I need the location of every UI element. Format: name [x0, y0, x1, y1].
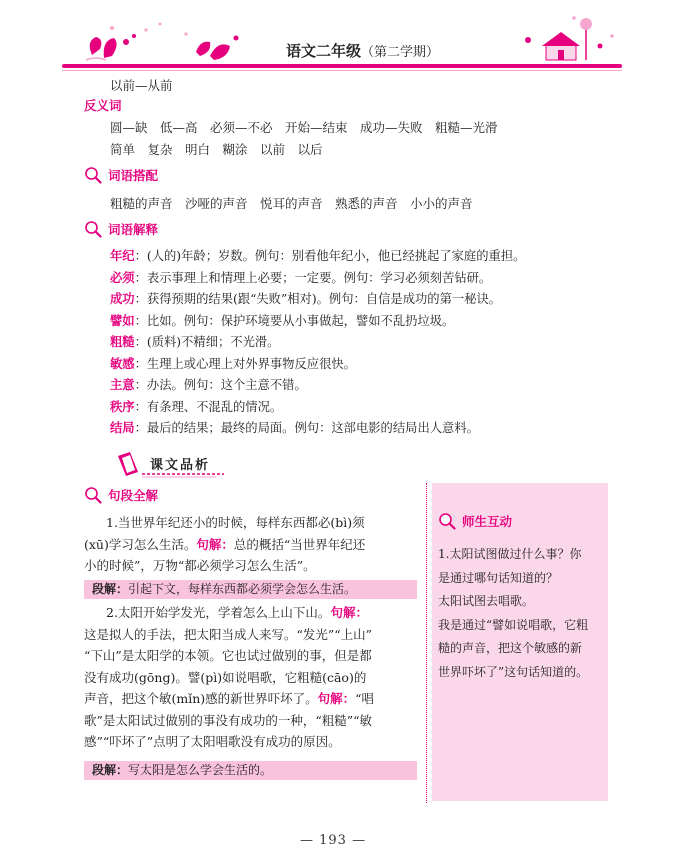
definition-item: 主意：办法。例句：这个主意不错。: [110, 377, 307, 392]
header-title: 语文二年级（第二学期）: [286, 42, 440, 60]
definition-item: 譬如：比如。例句：保护环境要从小事做起，譬如不乱扔垃圾。: [110, 312, 455, 328]
magnifier-icon: [84, 166, 102, 184]
interaction-content: 1.太阳试图做过什么事？你 是通过哪句话知道的？ 太阳试图去唱歌。 我是通过“譬如说唱歌，它粗 糙的声音，把这个敏感的新 世界吓坏了”这句话知道的。: [438, 547, 589, 679]
banner-title: 课文品析: [150, 458, 211, 473]
house-ornament-right-icon: [525, 16, 614, 60]
antonyms-row-2: 简单 复杂 明白 糊涂 以前 以后: [110, 142, 323, 157]
magnifier-icon: [438, 512, 456, 530]
antonyms-heading: 反义词: [84, 98, 122, 113]
magnifier-icon: [84, 486, 102, 504]
analysis-heading: 句段全解: [108, 488, 159, 503]
definitions-list: [110, 246, 525, 440]
paragraph-summary-1: 段解：引起下文，每样东西都必须学会怎么生活。: [84, 580, 417, 599]
collocation-section-head: [84, 166, 158, 184]
definition-item: 必须：表示事理上和情理上必要；一定要。例句：学习必须刻苦钻研。: [110, 269, 492, 285]
definition-item: 粗糙：(质料)不精细；不光滑。: [110, 334, 280, 349]
dots-ornament-left-icon: [86, 23, 188, 60]
column-divider: [426, 483, 427, 803]
interaction-heading: 师生互动: [462, 514, 513, 529]
synonym-line: 以前—从前: [110, 78, 173, 93]
paragraph-summary-2: 段解：写太阳是怎么学会生活的。: [84, 761, 417, 780]
flower-ornament-left-icon: [90, 34, 239, 60]
analysis-section-head: [84, 486, 158, 504]
header-rule-thin: [62, 70, 622, 71]
definition-item: 敏感：生理上或心理上对外界事物反应很快。: [110, 355, 356, 371]
collocation-row: 粗糙的声音 沙哑的声音 悦耳的声音 熟悉的声音 小小的声音: [110, 196, 473, 211]
antonyms-row-1: 圆—缺 低—高 必须—不必 开始—结束 成功—失败 粗糙—光滑: [110, 120, 498, 135]
analysis-paragraph-1: 1.当世界年纪还小的时候，每样东西都必(bì)须 (xū)学习怎么生活。句解：总的概括“当世界年纪还 小的时候”，万物“都必须学习怎么生活”。: [84, 515, 366, 573]
definitions-heading: 词语解释: [108, 222, 159, 237]
magnifier-icon: [84, 220, 102, 238]
interaction-section-head: [438, 512, 512, 530]
definition-item: 结局：最后的结果；最终的局面。例句：这部电影的结局出人意料。: [110, 420, 479, 435]
definition-item: 年纪：(人的)年龄；岁数。例句：别看他年纪小，他已经挑起了家庭的重担。: [110, 248, 526, 263]
definition-item: 成功：获得预期的结果(跟“失败”相对)。例句：自信是成功的第一秘诀。: [110, 291, 502, 306]
definitions-section-head: [84, 220, 158, 238]
page-number: — 193 —: [300, 833, 367, 848]
header-rule: [62, 64, 622, 68]
analysis-paragraph-2: 2.太阳开始学发光，学着怎么上山下山。句解： 这是拟人的手法，把太阳当成人来写。“发光”“上山” “下山”是太阳学的本领。它也试过做别的事，但是都 没有成功(gōng)。譬(pì)如说唱歌，它粗糙(cāo)的 声音，把这个敏(mǐn)感的新世界吓坏了。句解：“唱 歌”是太阳试过做别的事没有成功的一种，“粗糙”“敏 感”“吓坏了”点明了太阳唱歌没有成功的原因。: [84, 605, 375, 749]
collocation-heading: 词语搭配: [108, 168, 159, 183]
definition-item: 秩序：有条理、不混乱的情况。: [110, 398, 283, 414]
